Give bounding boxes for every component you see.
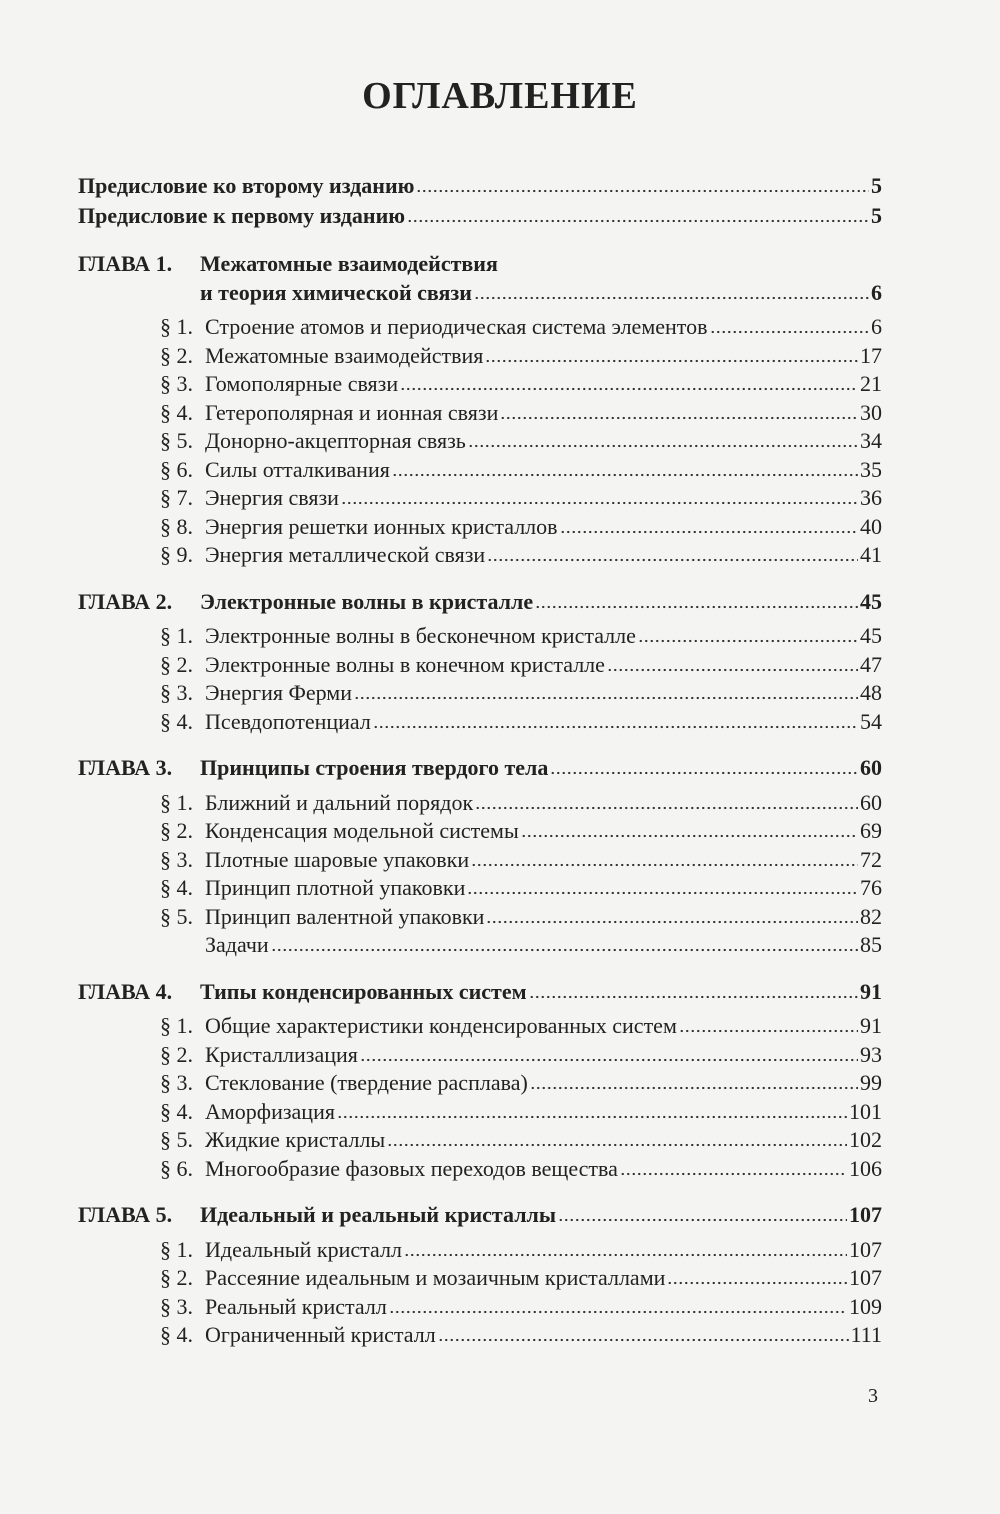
page-ref: 36 (860, 485, 882, 510)
dot-leader (560, 530, 858, 534)
page-ref: 54 (860, 708, 882, 734)
page-ref: 106 (849, 1155, 882, 1181)
entry-title: Предисловие ко второму изданию (78, 173, 415, 198)
dot-leader (400, 387, 858, 391)
page-ref: 30 (860, 399, 882, 425)
dot-leader (407, 219, 869, 223)
section-title: Принцип валентной упаковки (205, 903, 485, 929)
section-title: Гомополярные связи (205, 371, 399, 396)
dot-leader (620, 1172, 847, 1176)
toc-entry-section[interactable] (78, 342, 882, 371)
section-number: § 5. (160, 428, 193, 453)
chapter-label: ГЛАВА 3. (78, 755, 173, 780)
page-ref: 91 (860, 1013, 882, 1038)
toc-entry-section[interactable] (78, 679, 882, 708)
dot-leader (416, 189, 869, 193)
section-title: Строение атомов и периодическая система элементов (205, 314, 708, 339)
section-title: Принцип плотной упаковки (205, 875, 466, 900)
page-ref: 91 (860, 978, 882, 1004)
dot-leader (667, 1281, 847, 1285)
section-title: Энергия Ферми (205, 680, 352, 705)
dot-leader (710, 330, 870, 334)
toc-entry-section[interactable] (78, 708, 882, 737)
page-ref: 93 (860, 1041, 882, 1067)
section-number: § 2. (160, 1041, 193, 1067)
toc-entry-preface[interactable] (78, 202, 882, 232)
dot-leader (521, 834, 858, 838)
toc-entry-section[interactable] (78, 1041, 882, 1070)
toc-entry-section[interactable] (78, 1155, 882, 1184)
page-ref: 109 (849, 1293, 882, 1319)
page-ref: 107 (849, 1236, 882, 1262)
dot-leader (467, 891, 858, 895)
section-title: Энергия металлической связи (205, 542, 486, 567)
dot-leader (638, 639, 858, 643)
dot-leader (337, 1115, 847, 1119)
section-number: § 1. (160, 789, 193, 815)
dot-leader (360, 1058, 858, 1062)
dot-leader (529, 995, 858, 999)
toc-entry-section[interactable] (78, 817, 882, 846)
chapter-title: Идеальный и реальный кристаллы (200, 1202, 557, 1227)
toc-entry-section[interactable] (78, 931, 882, 960)
chapter-title-line2: и теория химической связи (200, 279, 472, 305)
section-title: Псевдопотенциал (205, 708, 371, 734)
chapter-label: ГЛАВА 4. (78, 978, 173, 1004)
section-title: Стеклование (твердение расплава) (205, 1070, 528, 1095)
dot-leader (558, 1218, 847, 1222)
section-number: § 4. (160, 875, 193, 900)
section-title: Рассеяние идеальным и мозаичным кристаллами (205, 1265, 666, 1290)
section-number: § 9. (160, 542, 193, 567)
dot-leader (341, 501, 858, 505)
dot-leader (530, 1086, 858, 1090)
toc-entry-section[interactable] (78, 1236, 882, 1265)
section-title: Идеальный кристалл (205, 1236, 402, 1262)
section-number: § 4. (160, 1098, 193, 1124)
page-ref: 6 (871, 314, 882, 339)
section-number: § 1. (160, 623, 193, 648)
dot-leader (500, 416, 858, 420)
page-ref: 48 (860, 680, 882, 705)
dot-leader (485, 359, 858, 363)
dot-leader (550, 771, 858, 775)
dot-leader (373, 725, 858, 729)
section-number: § 1. (160, 314, 193, 339)
section-number: § 4. (160, 399, 193, 425)
section-title: Ограниченный кристалл (205, 1322, 436, 1347)
toc-entry-section[interactable] (78, 1293, 882, 1322)
section-number: § 3. (160, 846, 193, 872)
page-ref: 85 (860, 932, 882, 957)
page-title: ОГЛАВЛЕНИЕ (362, 75, 638, 117)
page-ref: 72 (860, 846, 882, 872)
chapter-label: ГЛАВА 5. (78, 1202, 173, 1227)
section-title: Реальный кристалл (205, 1293, 387, 1319)
dot-leader (474, 296, 869, 300)
section-title: Многообразие фазовых переходов вещества (205, 1155, 618, 1181)
dot-leader (389, 1310, 847, 1314)
section-number: § 2. (160, 651, 193, 677)
toc-entry-chapter[interactable] (78, 588, 882, 617)
section-number: § 7. (160, 485, 193, 510)
dot-leader (438, 1338, 849, 1342)
section-number: § 2. (160, 342, 193, 368)
toc-entry-section[interactable] (78, 427, 882, 456)
toc-entry-section[interactable] (78, 789, 882, 818)
dot-leader (354, 696, 858, 700)
toc-entry-section[interactable] (78, 1069, 882, 1098)
page-ref: 60 (860, 755, 882, 780)
page-number: 3 (868, 1385, 878, 1407)
page-ref: 45 (860, 588, 882, 614)
toc-entry-section[interactable] (78, 1098, 882, 1127)
page-ref: 60 (860, 789, 882, 815)
dot-leader (404, 1253, 847, 1257)
dot-leader (471, 863, 858, 867)
section-title: Гетерополярная и ионная связи (205, 399, 499, 425)
page-ref: 107 (849, 1202, 882, 1227)
section-title: Общие характеристики конденсированных систем (205, 1013, 677, 1038)
section-number: § 1. (160, 1013, 193, 1038)
page-ref: 107 (849, 1265, 882, 1290)
toc-entry-section[interactable] (78, 541, 882, 570)
dot-leader (271, 948, 858, 952)
toc-entry-section[interactable] (78, 846, 882, 875)
table-of-contents (78, 172, 882, 1350)
toc-entry-section[interactable] (78, 874, 882, 903)
section-number: § 2. (160, 818, 193, 843)
section-number: § 4. (160, 1322, 193, 1347)
page-ref: 47 (860, 651, 882, 677)
page-ref: 102 (849, 1127, 882, 1152)
section-title: Ближний и дальний порядок (205, 789, 474, 815)
chapter-title: Принципы строения твердого тела (200, 755, 549, 780)
toc-entry-section[interactable] (78, 313, 882, 342)
toc-entry-section[interactable] (78, 513, 882, 542)
chapter-title: Межатомные взаимодействия (200, 251, 498, 276)
chapter-label: ГЛАВА 1. (78, 251, 173, 276)
section-title: Электронные волны в конечном кристалле (205, 651, 605, 677)
section-title: Силы отталкивания (205, 456, 390, 482)
section-number: § 5. (160, 903, 193, 929)
section-title: Жидкие кристаллы (205, 1127, 386, 1152)
toc-entry-chapter[interactable] (78, 978, 882, 1007)
page-ref: 76 (860, 875, 882, 900)
toc-entry-section[interactable] (78, 622, 882, 651)
toc-entry-preface[interactable] (78, 172, 882, 202)
page-ref: 69 (860, 818, 882, 843)
section-title: Энергия связи (205, 485, 339, 510)
page-ref: 40 (860, 513, 882, 539)
section-title: Конденсация модельной системы (205, 818, 519, 843)
chapter-title: Типы конденсированных систем (200, 978, 527, 1004)
page-ref: 6 (871, 279, 882, 305)
page-ref: 101 (849, 1098, 882, 1124)
dot-leader (487, 558, 858, 562)
page-ref: 41 (860, 542, 882, 567)
page-ref: 21 (860, 371, 882, 396)
page-ref: 111 (850, 1322, 882, 1347)
section-number: § 6. (160, 1155, 193, 1181)
section-title: Кристаллизация (205, 1041, 358, 1067)
chapter-label: ГЛАВА 2. (78, 588, 173, 614)
page-ref: 82 (860, 903, 882, 929)
dot-leader (392, 473, 858, 477)
dot-leader (468, 444, 858, 448)
section-number: § 3. (160, 680, 193, 705)
section-number: § 6. (160, 456, 193, 482)
toc-entry-section[interactable] (78, 370, 882, 399)
toc-entry-chapter[interactable] (78, 250, 882, 279)
section-title: Плотные шаровые упаковки (205, 846, 470, 872)
section-number: § 8. (160, 513, 193, 539)
dot-leader (679, 1029, 858, 1033)
toc-entry-section[interactable] (78, 1012, 882, 1041)
page-ref: 5 (871, 173, 882, 198)
section-number: § 1. (160, 1236, 193, 1262)
toc-entry-section[interactable] (78, 1321, 882, 1350)
section-title: Аморфизация (205, 1098, 335, 1124)
section-number: § 5. (160, 1127, 193, 1152)
entry-title: Предисловие к первому изданию (78, 203, 406, 228)
section-number: § 2. (160, 1265, 193, 1290)
toc-entry-section[interactable] (78, 1264, 882, 1293)
toc-entry-section[interactable] (78, 651, 882, 680)
section-number: § 3. (160, 1070, 193, 1095)
toc-entry-section[interactable] (78, 484, 882, 513)
toc-entry-chapter-continued[interactable] (78, 279, 882, 308)
toc-entry-chapter[interactable] (78, 1201, 882, 1230)
toc-entry-section[interactable] (78, 399, 882, 428)
section-number: § 3. (160, 371, 193, 396)
dot-leader (387, 1143, 847, 1147)
section-title: Задачи (205, 932, 269, 957)
section-title: Энергия решетки ионных кристаллов (205, 513, 558, 539)
page-ref: 99 (860, 1070, 882, 1095)
section-title: Межатомные взаимодействия (205, 342, 484, 368)
toc-entry-section[interactable] (78, 1126, 882, 1155)
toc-entry-section[interactable] (78, 456, 882, 485)
page-ref: 45 (860, 623, 882, 648)
dot-leader (607, 668, 858, 672)
section-number: § 3. (160, 1293, 193, 1319)
toc-entry-chapter[interactable] (78, 754, 882, 783)
section-title: Донорно-акцепторная связь (205, 428, 466, 453)
section-title: Электронные волны в бесконечном кристалле (205, 623, 636, 648)
dot-leader (486, 920, 858, 924)
page-ref: 34 (860, 428, 882, 453)
chapter-title: Электронные волны в кристалле (200, 588, 534, 614)
dot-leader (535, 605, 858, 609)
page-ref: 17 (860, 342, 882, 368)
page-ref: 35 (860, 456, 882, 482)
toc-entry-section[interactable] (78, 903, 882, 932)
dot-leader (475, 806, 858, 810)
section-number: § 4. (160, 708, 193, 734)
page-ref: 5 (871, 203, 882, 228)
